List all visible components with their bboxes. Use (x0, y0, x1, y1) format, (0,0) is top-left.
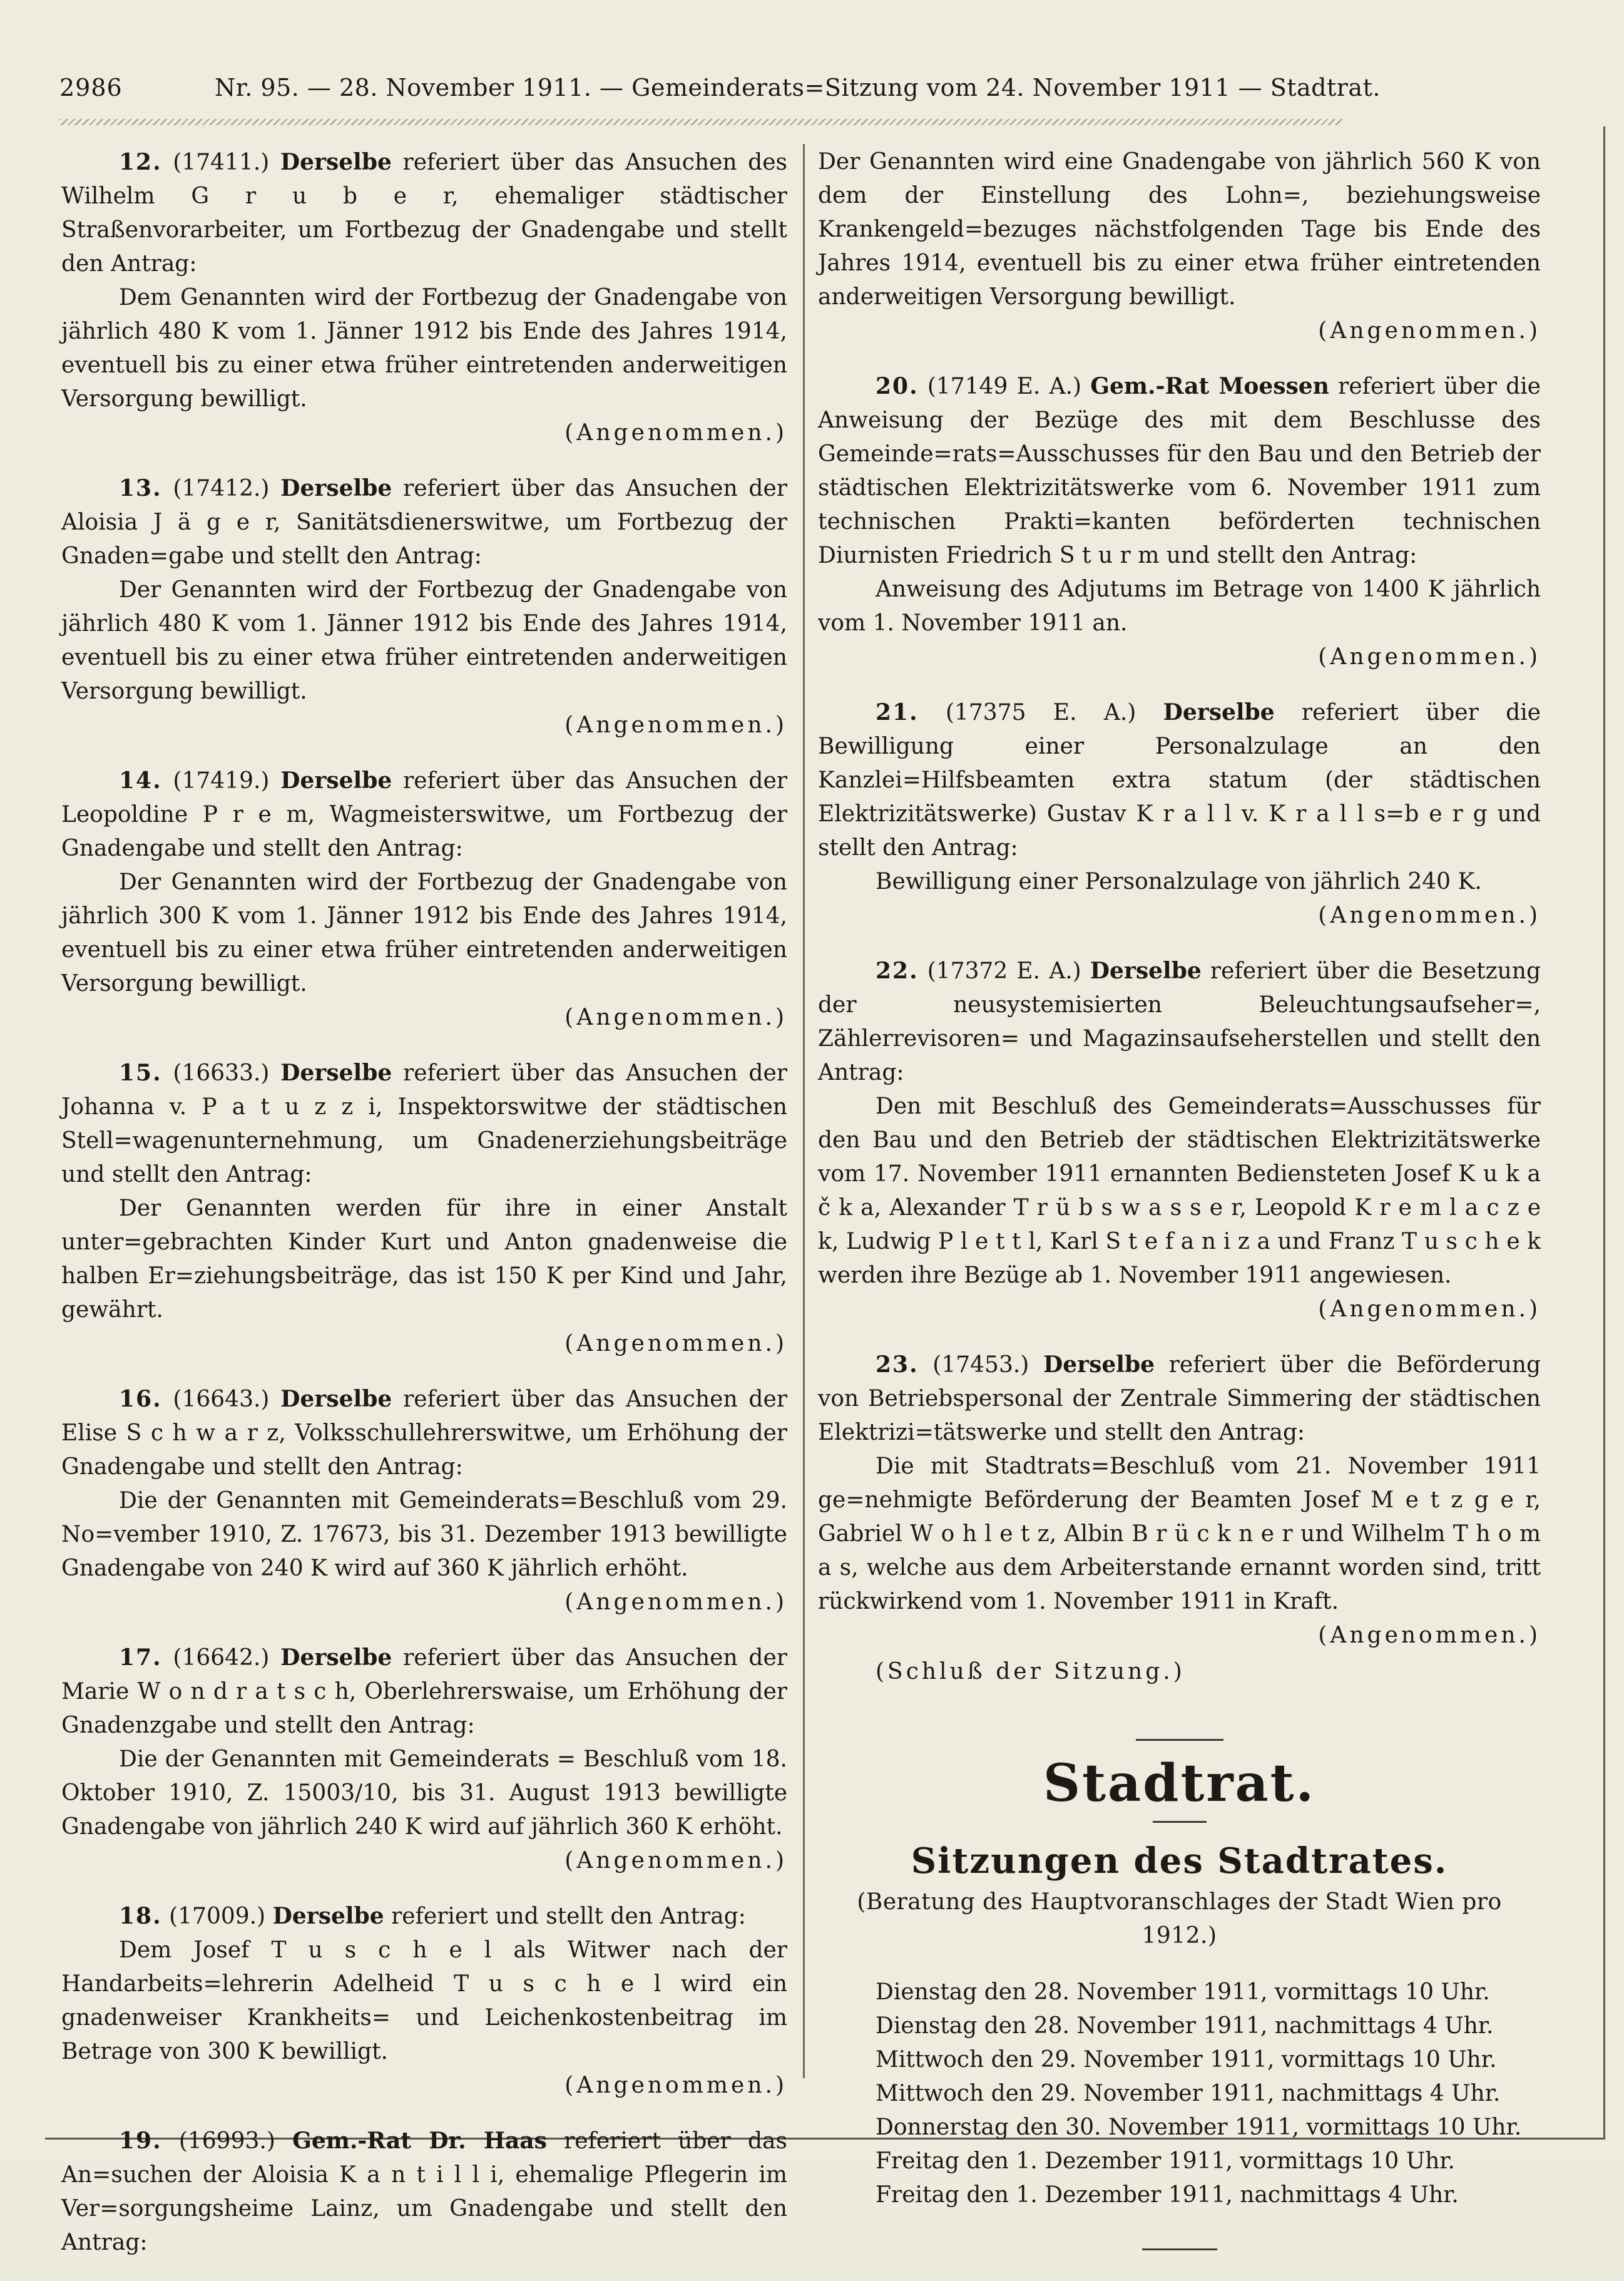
item-speaker: Derselbe (280, 1060, 392, 1086)
item-result: (Angenommen.) (564, 420, 787, 446)
item-speaker: Derselbe (280, 1386, 392, 1412)
item-heading (61, 1382, 787, 1484)
item-reference: (17149 E. A.) (927, 374, 1082, 399)
schedule-entry: Dienstag den 28. November 1911, vormittags 10 Uhr. (876, 1979, 1490, 2005)
item-speaker: Derselbe (280, 1644, 392, 1671)
item-heading (61, 145, 787, 281)
agenda-item (818, 695, 1541, 933)
item-speaker: Derselbe (1090, 958, 1202, 984)
item-heading (61, 471, 787, 573)
item-speaker: Derselbe (1043, 1351, 1155, 1378)
item-number: 20. (876, 373, 919, 399)
item-result: (Angenommen.) (1318, 318, 1541, 344)
item-body: Der Genannten wird der Fortbezug der Gnadengabe von jährlich 300 K vom 1. Jänner 1912 bis Ende des Jahres 1914, eventuell bis zu einer etwa früher eintretenden anderweitigen Versorgung bewilligt. (61, 869, 787, 997)
item-body: Den mit Beschluß des Gemeinderats=Ausschusses für den Bau und den Betrieb der städtischen Elektrizitätswerke vom 17. November 1911 ernannten Bediensteten Josef K u k a č k a, Alexander T r ü b s w a s s e r, Leopold K r e m l a c z e k, Ludwig P l e t t l, Karl S t e f a n i z a und Franz T u s c h e k werden ihre Bezüge ab 1. November 1911 angewiesen. (818, 1094, 1541, 1288)
item-heading (61, 1899, 787, 1934)
item-heading-text: referiert über das Ansuchen der Leopoldine P r e m, Wagmeisterswitwe, um Fortbezug der Gnadengabe und stellt den Antrag: (61, 768, 787, 861)
schedule-entry: Dienstag den 28. November 1911, nachmittags 4 Uhr. (876, 2013, 1494, 2039)
page-number: 2986 (59, 74, 123, 101)
item-heading-text: referiert über die Bewilligung einer Personalzulage an den Kanzlei=Hilfsbeamten extra statum (der städtischen Elektrizitätswerke) Gustav K r a l l v. K r a l l s=b e r g und stellt den Antrag: (818, 700, 1541, 861)
section-note: (Beratung des Hauptvoranschlages der Stadt Wien pro 1912.) (857, 1889, 1502, 1949)
agenda-item (61, 1641, 787, 1878)
agenda-item (61, 2124, 787, 2260)
schedule-entry: Freitag den 1. Dezember 1911, vormittags 10 Uhr. (876, 2148, 1455, 2174)
item-result: (Angenommen.) (564, 1848, 787, 1873)
session-schedule (818, 1976, 1541, 2212)
header-wavy-rule (59, 119, 1342, 125)
page-header (59, 74, 1381, 113)
agenda-item (61, 1899, 787, 2103)
item-number: 21. (876, 699, 919, 725)
agenda-item (61, 1382, 787, 1619)
item-body: Die der Genannten mit Gemeinderats=Beschluß vom 29. No=vember 1910, Z. 17673, bis 31. Dezember 1913 bewilligte Gnadengabe von 240 K wird auf 360 K jährlich erhöht. (61, 1488, 787, 1581)
item-result: (Angenommen.) (1318, 1296, 1541, 1322)
item-body: Die der Genannten mit Gemeinderats = Beschluß vom 18. Oktober 1910, Z. 15003/10, bis 31. August 1913 bewilligte Gnadengabe von jährlich 240 K wird auf jährlich 360 K erhöht. (61, 1746, 787, 1840)
agenda-item (61, 145, 787, 450)
right-column (818, 145, 1541, 2250)
item-speaker: Derselbe (272, 1903, 384, 1929)
right-items (818, 369, 1541, 1653)
item-heading-text: referiert über die Anweisung der Bezüge des mit dem Beschlusse des Gemeinde=rats=Ausschusses für den Bau und den Betrieb der städtischen Elektrizitätswerke vom 6. November 1911 zum technischen Prakti=kanten beförderten technischen Diurnisten Friedrich S t u r m und stellt den Antrag: (818, 374, 1541, 568)
section-title: Stadtrat. (1043, 1753, 1316, 1813)
item-number: 16. (119, 1386, 162, 1412)
item-result: (Angenommen.) (1318, 644, 1541, 670)
agenda-item (61, 471, 787, 742)
item-number: 22. (876, 958, 919, 984)
item-reference: (17372 E. A.) (927, 958, 1081, 984)
closing-rule (1142, 2248, 1217, 2250)
item-reference: (17412.) (173, 476, 270, 501)
schedule-entry: Mittwoch den 29. November 1911, nachmittags 4 Uhr. (876, 2081, 1501, 2106)
item-body: Der Genannten wird der Fortbezug der Gnadengabe von jährlich 480 K vom 1. Jänner 1912 bis Ende des Jahres 1914, eventuell bis zu einer etwa früher eintretenden anderweitigen Versorgung bewilligt. (61, 577, 787, 704)
item-19-continuation (818, 145, 1541, 348)
item-heading (61, 1056, 787, 1192)
item-reference: (16643.) (173, 1387, 270, 1412)
item-reference: (17375 E. A.) (945, 700, 1136, 725)
item-number: 13. (119, 475, 162, 501)
title-rule (1153, 1821, 1207, 1823)
item-speaker: Derselbe (280, 475, 392, 501)
item-heading (818, 1348, 1541, 1450)
item-result: (Angenommen.) (1318, 1622, 1541, 1648)
item-heading-text: referiert über das Ansuchen der Johanna v. P a t u z z i, Inspektorswitwe der städtischen Stell=wagenunternehmung, um Gnadenerziehungsbeiträge und stellt den Antrag: (61, 1060, 787, 1187)
item-body: Dem Josef T u s c h e l als Witwer nach der Handarbeits=lehrerin Adelheid T u s c h e l wird ein gnadenweiser Krankheits= und Leichenkostenbeitrag im Betrage von 300 K bewilligt. (61, 1937, 787, 2064)
item-number: 23. (876, 1351, 919, 1378)
agenda-item (818, 954, 1541, 1326)
item-speaker: Derselbe (280, 149, 392, 175)
item-heading (61, 1641, 787, 1743)
item-reference: (16633.) (173, 1060, 270, 1086)
section-rule (1136, 1739, 1223, 1741)
item-body: Der Genannten wird eine Gnadengabe von jährlich 560 K von dem der Einstellung des Lohn=, beziehungsweise Krankengeld=bezuges nächstfolgenden Tage bis Ende des Jahres 1914, eventuell bis zu einer etwa früher eintretenden anderweitigen Versorgung bewilligt. (818, 149, 1541, 310)
item-result: (Angenommen.) (1318, 903, 1541, 928)
item-result: (Angenommen.) (564, 1589, 787, 1615)
item-result: (Angenommen.) (564, 1005, 787, 1030)
item-body: Die mit Stadtrats=Beschluß vom 21. November 1911 ge=nehmigte Beförderung der Beamten Josef M e t z g e r, Gabriel W o h l e t z, Albin B r ü c k n e r und Wilhelm T h o m a s, welche aus dem Arbeiterstande ernannt worden sind, tritt rückwirkend vom 1. November 1911 in Kraft. (818, 1453, 1541, 1614)
item-body: Dem Genannten wird der Fortbezug der Gnadengabe von jährlich 480 K vom 1. Jänner 1912 bis Ende des Jahres 1914, eventuell bis zu einer etwa früher eintretenden anderweitigen Versorgung bewilligt. (61, 285, 787, 412)
item-result: (Angenommen.) (564, 1331, 787, 1356)
item-reference: (16642.) (173, 1645, 270, 1671)
item-body: Bewilligung einer Personalzulage von jährlich 240 K. (876, 869, 1482, 894)
schedule-entry: Donnerstag den 30. November 1911, vormittags 10 Uhr. (876, 2114, 1522, 2140)
item-reference: (16993.) (178, 2128, 275, 2154)
agenda-item (818, 369, 1541, 674)
item-heading (818, 369, 1541, 573)
item-heading-text: referiert über das Ansuchen der Elise S c h w a r z, Volksschullehrerswitwe, um Erhöhung der Gnadengabe und stellt den Antrag: (61, 1387, 787, 1480)
item-number: 15. (119, 1060, 162, 1086)
item-body: Anweisung des Adjutums im Betrage von 1400 K jährlich vom 1. November 1911 an. (818, 577, 1541, 636)
schedule-entry: Freitag den 1. Dezember 1911, nachmittags 4 Uhr. (876, 2182, 1459, 2208)
item-body: Der Genannten werden für ihre in einer Anstalt unter=gebrachten Kinder Kurt und Anton gnadenweise die halben Er=ziehungsbeiträge, das ist 150 K per Kind und Jahr, gewährt. (61, 1196, 787, 1323)
schedule-entry: Mittwoch den 29. November 1911, vormittags 10 Uhr. (876, 2047, 1497, 2073)
item-number: 14. (119, 767, 162, 794)
item-reference: (17009.) (169, 1904, 266, 1929)
agenda-item (818, 1348, 1541, 1653)
section-subtitle: Sitzungen des Stadtrates. (911, 1840, 1448, 1882)
item-speaker: Gem.-Rat Moessen (1090, 373, 1329, 399)
item-speaker: Gem.-Rat Dr. Haas (292, 2128, 547, 2154)
item-number: 12. (119, 149, 162, 175)
item-heading-text: referiert über das Ansuchen des Wilhelm G r u b e r, ehemaliger städtischer Straßenvorarbeiter, um Fortbezug der Gnadengabe und stellt den Antrag: (61, 150, 788, 277)
item-reference: (17411.) (173, 150, 270, 175)
item-heading-text: referiert über das Ansuchen der Marie W o n d r a t s c h, Oberlehrerswaise, um Erhöhung der Gnadenzgabe und stellt den Antrag: (61, 1645, 787, 1738)
item-heading-text: referiert über die Besetzung der neusystemisierten Beleuchtungsaufseher=, Zählerrevisoren= und Magazinsaufseherstellen und stellt den Antrag: (818, 958, 1541, 1085)
item-heading-text: referiert über das An=suchen der Aloisia K a n t i l l i, ehemalige Pflegerin im Ver=sorgungsheime Lainz, um Gnadengabe und stellt den Antrag: (61, 2128, 787, 2255)
item-speaker: Derselbe (280, 767, 392, 794)
item-heading (818, 954, 1541, 1090)
item-reference: (17419.) (173, 768, 270, 794)
item-heading-text: referiert über das Ansuchen der Aloisia J ä g e r, Sanitätsdienerswitwe, um Fortbezug der Gnaden=gabe und stellt den Antrag: (61, 476, 787, 569)
item-heading (61, 764, 787, 866)
item-result: (Angenommen.) (564, 712, 787, 738)
item-heading (818, 695, 1541, 865)
item-speaker: Derselbe (1163, 699, 1275, 725)
item-heading-text: referiert und stellt den Antrag: (391, 1904, 746, 1929)
running-title: Nr. 95. — 28. November 1911. — Gemeinderats=Sitzung vom 24. November 1911 — Stadtrat. (215, 74, 1381, 101)
item-number: 19. (119, 2128, 162, 2154)
agenda-item (61, 1056, 787, 1361)
item-number: 18. (119, 1903, 162, 1929)
column-divider (803, 144, 805, 2078)
item-heading-text: referiert über die Beförderung von Betriebspersonal der Zentrale Simmering der städtischen Elektrizi=tätswerke und stellt den Antrag: (818, 1352, 1541, 1445)
session-closing: (Schluß der Sitzung.) (876, 1659, 1185, 1684)
item-reference: (17453.) (932, 1352, 1029, 1378)
item-result: (Angenommen.) (564, 2073, 787, 2098)
item-heading (61, 2124, 787, 2260)
left-column (61, 145, 787, 2281)
agenda-item (61, 764, 787, 1035)
item-number: 17. (119, 1644, 162, 1671)
